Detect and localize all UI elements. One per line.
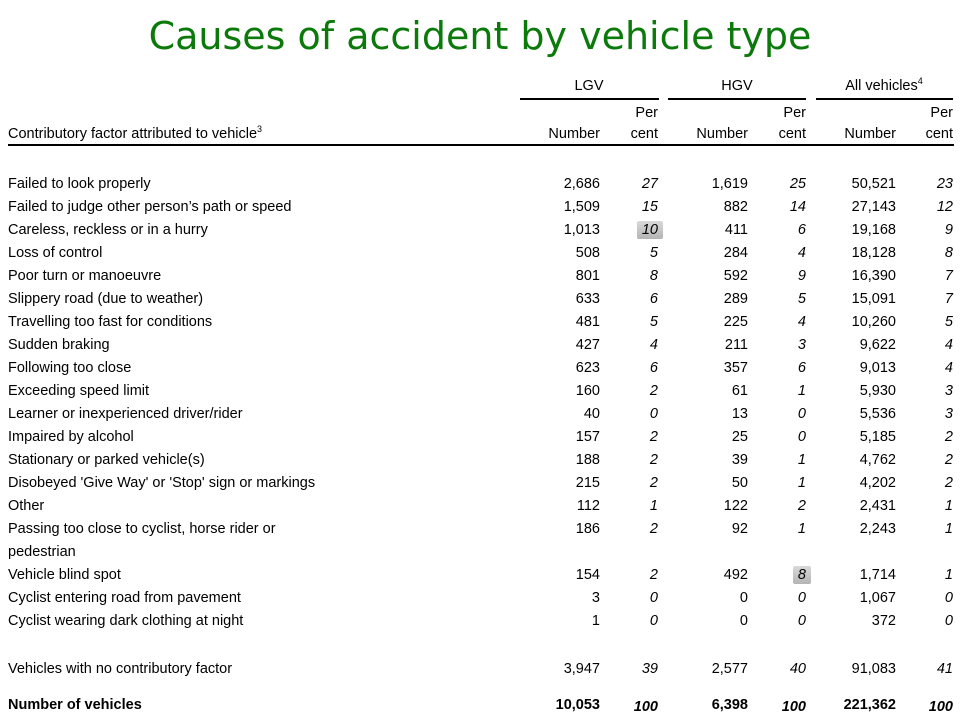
number-cell: 9,013	[859, 360, 896, 376]
percent-cell: 2	[649, 475, 658, 491]
number-column-header: Number	[844, 126, 896, 142]
percent-cell: 5	[944, 314, 953, 330]
number-cell: 61	[731, 383, 748, 399]
number-cell: 112	[576, 498, 600, 514]
percent-column-header-top: Per	[635, 105, 658, 121]
number-cell: 1	[591, 613, 600, 629]
group-underline	[520, 98, 659, 100]
row-factor-label: Cyclist wearing dark clothing at night	[8, 613, 244, 629]
number-cell: 3	[591, 590, 600, 606]
percent-cell: 9	[944, 222, 953, 238]
percent-cell: 39	[641, 661, 658, 677]
percent-cell: 25	[789, 176, 806, 192]
row-factor-label: Slippery road (due to weather)	[8, 291, 204, 307]
percent-cell: 9	[797, 268, 806, 284]
percent-cell: 4	[944, 360, 953, 376]
percent-cell: 41	[936, 661, 953, 677]
number-cell: 492	[723, 567, 748, 583]
number-cell: 2,431	[859, 498, 896, 514]
row-factor-label: Cyclist entering road from pavement	[8, 590, 241, 606]
factor-column-header	[8, 125, 262, 143]
number-cell: 18,128	[851, 245, 896, 261]
percent-column-header-bottom: cent	[630, 126, 658, 142]
number-cell: 157	[575, 429, 600, 445]
number-cell: 10,260	[851, 314, 896, 330]
percent-cell: 6	[797, 222, 806, 238]
percent-cell: 1	[797, 475, 806, 491]
column-group-label: All vehicles	[845, 78, 918, 94]
number-cell: 160	[575, 383, 600, 399]
percent-cell: 14	[789, 199, 806, 215]
percent-cell: 7	[944, 268, 953, 284]
percent-cell: 2	[797, 498, 806, 514]
percent-cell: 0	[944, 613, 953, 629]
row-factor-label: Failed to judge other person’s path or speed	[8, 199, 292, 215]
percent-cell: 3	[944, 383, 953, 399]
percent-cell: 40	[789, 661, 806, 677]
percent-cell: 1	[944, 498, 953, 514]
number-cell: 801	[575, 268, 600, 284]
row-factor-label: Stationary or parked vehicle(s)	[8, 452, 205, 468]
number-cell: 882	[723, 199, 748, 215]
row-factor-label: Sudden braking	[8, 337, 110, 353]
percent-cell: 0	[797, 590, 806, 606]
number-cell: 284	[723, 245, 748, 261]
percent-cell: 2	[649, 521, 658, 537]
percent-cell: 1	[797, 521, 806, 537]
number-cell: 186	[575, 521, 600, 537]
number-cell: 427	[575, 337, 600, 353]
percent-cell: 4	[797, 314, 806, 330]
footnote-marker: 4	[917, 76, 923, 87]
percent-cell: 0	[649, 613, 658, 629]
row-factor-label: Impaired by alcohol	[8, 429, 134, 445]
number-cell: 1,619	[711, 176, 748, 192]
number-cell: 211	[724, 337, 748, 353]
percent-cell: 12	[936, 199, 953, 215]
percent-cell: 2	[944, 452, 953, 468]
factor-header-label: Contributory factor attributed to vehicle	[8, 126, 258, 142]
percent-cell: 1	[797, 452, 806, 468]
row-factor-label: Other	[8, 498, 45, 514]
percent-cell: 8	[649, 268, 658, 284]
number-cell: 9,622	[859, 337, 896, 353]
percent-cell: 15	[641, 199, 658, 215]
percent-cell: 4	[944, 337, 953, 353]
number-cell: 2,577	[711, 661, 748, 677]
percent-cell: 2	[649, 452, 658, 468]
number-cell: 4,762	[859, 452, 896, 468]
number-column-header: Number	[548, 126, 600, 142]
percent-cell: 0	[649, 590, 658, 606]
column-group-label: LGV	[574, 78, 604, 94]
number-cell: 154	[575, 567, 600, 583]
number-cell: 50,521	[851, 176, 896, 192]
percent-cell: 1	[944, 567, 953, 583]
column-group-label: HGV	[721, 78, 753, 94]
group-underline	[668, 98, 806, 100]
number-cell: 5,185	[859, 429, 896, 445]
percent-cell: 1	[944, 521, 953, 537]
header-rule	[8, 144, 954, 146]
number-column-header: Number	[696, 126, 748, 142]
percent-cell: 4	[797, 245, 806, 261]
percent-cell: 1	[797, 383, 806, 399]
row-factor-label: Following too close	[8, 360, 132, 376]
number-cell: 13	[731, 406, 748, 422]
percent-cell: 0	[649, 406, 658, 422]
percent-column-header-top: Per	[930, 105, 953, 121]
percent-cell: 3	[944, 406, 953, 422]
number-cell: 6,398	[711, 697, 748, 713]
percent-cell: 5	[649, 314, 658, 330]
percent-cell: 23	[936, 176, 953, 192]
number-cell: 10,053	[555, 697, 600, 713]
percent-cell: 100	[781, 699, 806, 715]
number-cell: 91,083	[851, 661, 896, 677]
number-cell: 188	[575, 452, 600, 468]
percent-cell: 0	[797, 429, 806, 445]
row-factor-label: Vehicles with no contributory factor	[8, 661, 233, 677]
number-cell: 5,930	[859, 383, 896, 399]
row-factor-label: Loss of control	[8, 245, 103, 261]
number-cell: 50	[731, 475, 748, 491]
number-cell: 27,143	[851, 199, 896, 215]
percent-cell: 2	[944, 429, 953, 445]
number-cell: 3,947	[563, 661, 600, 677]
percent-cell: 27	[641, 176, 658, 192]
number-cell: 40	[583, 406, 600, 422]
number-cell: 39	[731, 452, 748, 468]
number-cell: 411	[724, 222, 748, 238]
highlighted-value: 8	[793, 566, 811, 584]
percent-cell	[716, 566, 811, 584]
percent-cell: 8	[944, 245, 953, 261]
number-cell: 1,509	[563, 199, 600, 215]
percent-cell: 2	[649, 383, 658, 399]
percent-cell: 1	[649, 498, 658, 514]
highlighted-value: 10	[637, 221, 663, 239]
row-factor-label-continued: pedestrian	[8, 544, 76, 560]
number-cell: 357	[723, 360, 748, 376]
percent-cell: 6	[797, 360, 806, 376]
row-factor-label: Exceeding speed limit	[8, 383, 150, 399]
number-cell: 15,091	[851, 291, 896, 307]
percent-cell: 3	[797, 337, 806, 353]
number-cell: 1,013	[563, 222, 600, 238]
percent-cell: 5	[797, 291, 806, 307]
percent-cell: 0	[944, 590, 953, 606]
percent-cell: 100	[928, 699, 953, 715]
group-underline	[816, 98, 953, 100]
percent-cell: 6	[649, 360, 658, 376]
number-cell: 19,168	[851, 222, 896, 238]
row-factor-label: Disobeyed 'Give Way' or 'Stop' sign or markings	[8, 475, 316, 491]
number-cell: 0	[739, 590, 748, 606]
number-cell: 1,714	[859, 567, 896, 583]
slide-title: Causes of accident by vehicle type	[148, 14, 812, 58]
percent-cell: 5	[649, 245, 658, 261]
number-cell: 4,202	[859, 475, 896, 491]
number-cell: 16,390	[851, 268, 896, 284]
percent-cell	[568, 221, 663, 239]
number-cell: 508	[575, 245, 600, 261]
row-factor-label: Failed to look properly	[8, 176, 151, 192]
row-factor-label: Careless, reckless or in a hurry	[8, 222, 208, 238]
number-cell: 2,243	[859, 521, 896, 537]
row-factor-label: Passing too close to cyclist, horse rider or	[8, 521, 276, 537]
percent-column-header-top: Per	[783, 105, 806, 121]
number-cell: 221,362	[843, 697, 896, 713]
percent-cell: 100	[633, 699, 658, 715]
column-group-header	[529, 77, 649, 95]
number-cell: 633	[575, 291, 600, 307]
number-cell: 623	[575, 360, 600, 376]
percent-cell: 0	[797, 406, 806, 422]
percent-cell: 2	[649, 567, 658, 583]
column-group-header	[677, 77, 797, 95]
percent-cell: 4	[649, 337, 658, 353]
row-factor-label: Learner or inexperienced driver/rider	[8, 406, 243, 422]
number-cell: 5,536	[859, 406, 896, 422]
number-cell: 592	[723, 268, 748, 284]
number-cell: 225	[723, 314, 748, 330]
number-cell: 0	[739, 613, 748, 629]
number-cell: 215	[575, 475, 600, 491]
percent-cell: 2	[944, 475, 953, 491]
percent-column-header-bottom: cent	[778, 126, 806, 142]
footnote-marker: 3	[257, 124, 263, 135]
number-cell: 122	[723, 498, 748, 514]
column-group-header	[824, 77, 944, 95]
percent-cell: 0	[797, 613, 806, 629]
row-factor-label: Number of vehicles	[8, 697, 142, 713]
number-cell: 289	[723, 291, 748, 307]
number-cell: 481	[575, 314, 600, 330]
percent-column-header-bottom: cent	[925, 126, 953, 142]
row-factor-label: Poor turn or manoeuvre	[8, 268, 162, 284]
percent-cell: 2	[649, 429, 658, 445]
row-factor-label: Travelling too fast for conditions	[8, 314, 213, 330]
percent-cell: 6	[649, 291, 658, 307]
number-cell: 2,686	[563, 176, 600, 192]
number-cell: 1,067	[859, 590, 896, 606]
percent-cell: 7	[944, 291, 953, 307]
number-cell: 25	[731, 429, 748, 445]
number-cell: 92	[731, 521, 748, 537]
row-factor-label: Vehicle blind spot	[8, 567, 121, 583]
number-cell: 372	[871, 613, 896, 629]
